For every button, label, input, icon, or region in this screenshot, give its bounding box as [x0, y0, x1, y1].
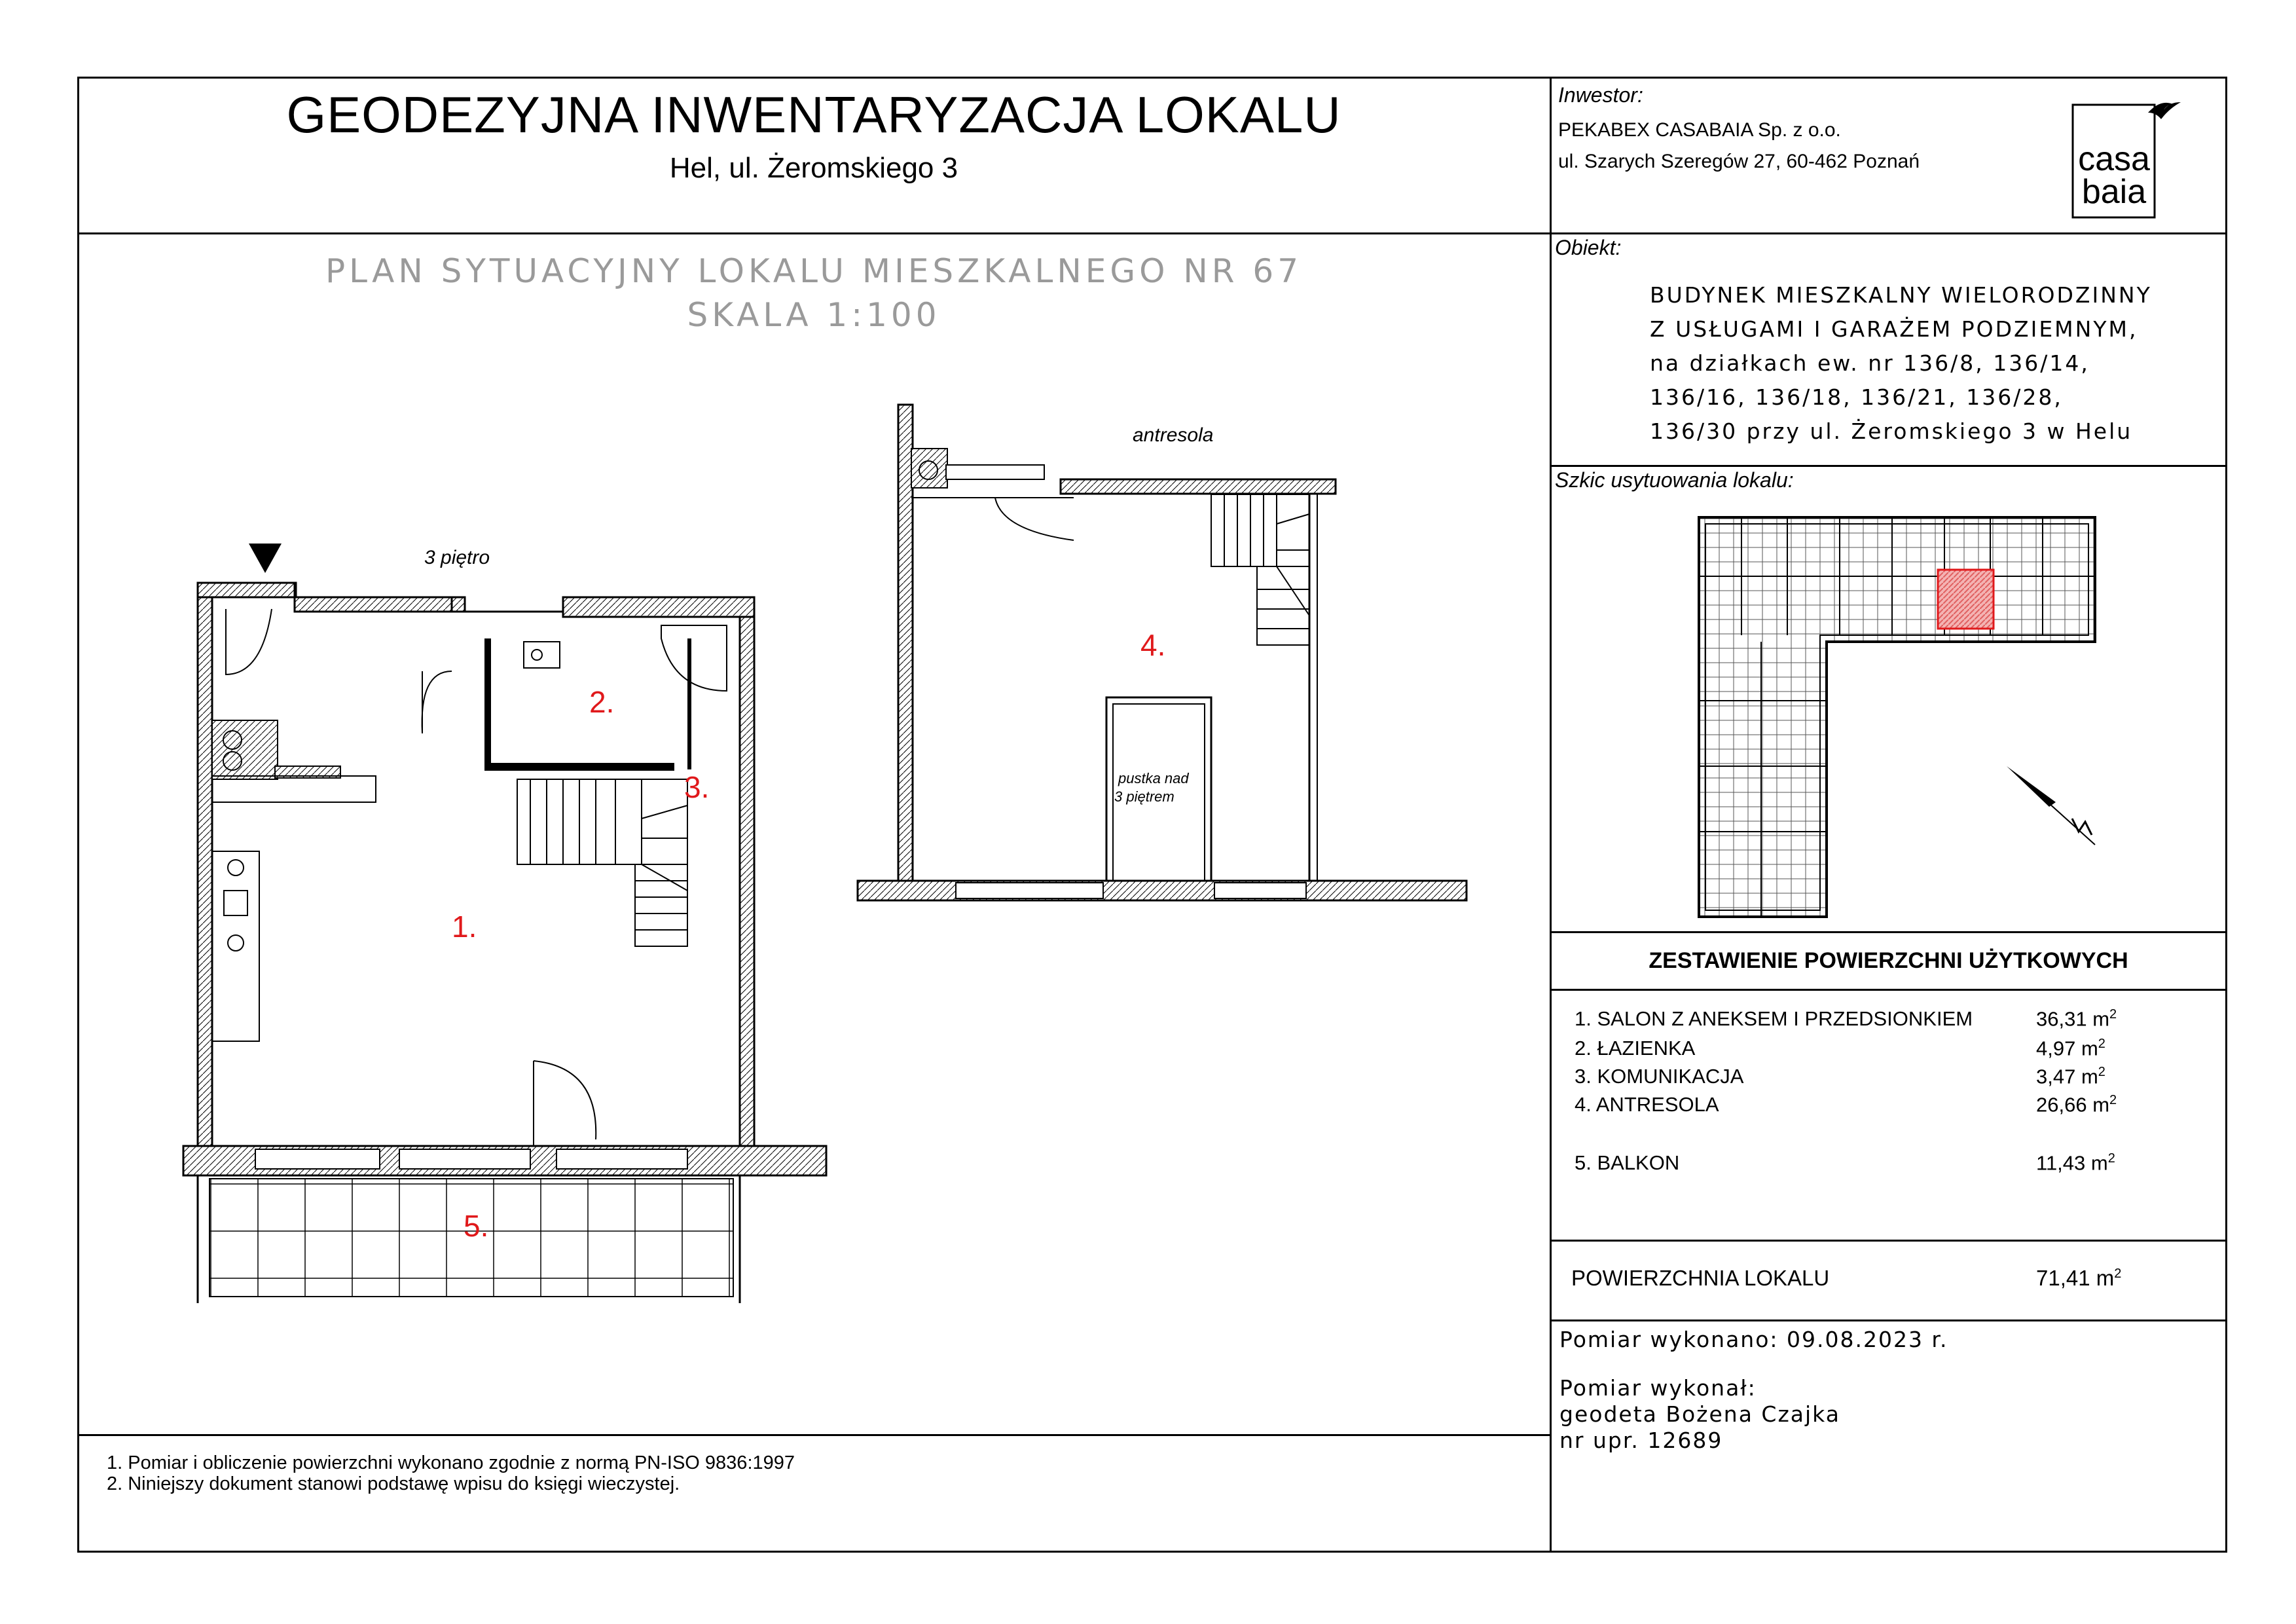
area-row-3-name: 3. KOMUNIKACJA: [1575, 1065, 1744, 1088]
investor-address: ul. Szarych Szeregów 27, 60-462 Poznań: [1558, 151, 1920, 172]
note-1: 1. Pomiar i obliczenie powierzchni wykonano zgodnie z normą PN-ISO 9836:1997: [107, 1452, 795, 1473]
casabaia-logo: [2071, 93, 2185, 224]
investor-label: Inwestor:: [1558, 83, 1643, 107]
investor-company: PEKABEX CASABAIA Sp. z o.o.: [1558, 119, 1841, 141]
surveyor-license: nr upr. 12689: [1559, 1428, 1723, 1453]
notes-divider: [77, 1434, 1550, 1436]
area-row-balcony-value: 11,43 $m^2$: [2036, 1151, 2115, 1175]
floor-plan-level-3: [164, 524, 851, 1310]
areas-total-divider: [1550, 1240, 2227, 1242]
area-row-1-value: 36,31 $m^2$: [2036, 1007, 2117, 1031]
areas-heading: ZESTAWIENIE POWIERZCHNI UŻYTKOWYCH: [1649, 948, 2128, 973]
total-area-label: POWIERZCHNIA LOKALU: [1571, 1266, 1830, 1290]
object-description: [1650, 278, 2152, 449]
entrance-arrow-icon: [249, 544, 282, 573]
object-line-4: 136/16, 136/18, 136/21, 136/28,: [1650, 384, 2063, 410]
surveyor-name: geodeta Bożena Czajka: [1559, 1401, 1840, 1427]
void-label-2: 3 piętrem: [1114, 788, 1175, 805]
plan-title: PLAN SYTUACYJNY LOKALU MIESZKALNEGO NR 67: [325, 252, 1303, 290]
areas-heading-divider: [1550, 989, 2227, 991]
floor-label: 3 piętro: [424, 547, 490, 568]
total-area-value: 71,41 $m^2$: [2036, 1266, 2122, 1290]
object-label: Obiekt:: [1555, 236, 1622, 259]
note-2: 2. Niniejszy dokument stanowi podstawę wpisu do księgi wieczystej.: [107, 1473, 680, 1494]
area-row-1-name: 1. SALON Z ANEKSEM I PRZEDSIONKIEM: [1575, 1007, 1973, 1030]
area-row-2-name: 2. ŁAZIENKA: [1575, 1037, 1696, 1060]
object-line-1: BUDYNEK MIESZKALNY WIELORODZINNY: [1650, 282, 2152, 308]
area-row-4-value: 26,66 $m^2$: [2036, 1093, 2117, 1116]
room-number-2: 2.: [589, 685, 615, 719]
location-sketch: [1676, 504, 2134, 923]
room-number-5: 5.: [464, 1209, 489, 1243]
void-label-1: pustka nad: [1118, 770, 1189, 786]
logo-text-2: baia: [2081, 173, 2147, 211]
object-line-2: Z USŁUGAMI I GARAŻEM PODZIEMNYM,: [1650, 316, 2138, 342]
room-number-4: 4.: [1140, 628, 1166, 662]
sketch-divider: [1550, 931, 2227, 933]
area-row-3-value: 3,47 $m^2$: [2036, 1065, 2105, 1088]
room-number-1: 1.: [452, 910, 477, 944]
mezzanine-label: antresola: [1133, 424, 1214, 446]
sketch-label: Szkic usytuowania lokalu:: [1555, 468, 1794, 492]
object-line-3: na działkach ew. nr 136/8, 136/14,: [1650, 350, 2090, 376]
survey-by-label: Pomiar wykonał:: [1559, 1375, 1757, 1401]
page-title: GEODEZYJNA INWENTARYZACJA LOKALU: [286, 86, 1341, 143]
north-arrow-icon: [2007, 766, 2095, 845]
object-divider: [1550, 465, 2227, 467]
area-row-2-value: 4,97 $m^2$: [2036, 1037, 2105, 1060]
object-line-5: 136/30 przy ul. Żeromskiego 3 w Helu: [1650, 418, 2133, 444]
header-divider: [77, 232, 2227, 234]
logo-text-1: casa: [2078, 140, 2150, 178]
area-row-4-name: 4. ANTRESOLA: [1575, 1093, 1719, 1116]
total-bottom-divider: [1550, 1320, 2227, 1321]
floor-plan-mezzanine: [851, 399, 1506, 910]
page-subtitle-address: Hel, ul. Żeromskiego 3: [669, 152, 958, 184]
survey-date: Pomiar wykonano: 09.08.2023 r.: [1559, 1327, 1948, 1352]
plan-scale: SKALA 1:100: [687, 296, 941, 334]
highlighted-unit: [1938, 570, 1994, 629]
area-row-balcony-name: 5. BALKON: [1575, 1151, 1680, 1174]
room-number-3: 3.: [684, 770, 710, 804]
